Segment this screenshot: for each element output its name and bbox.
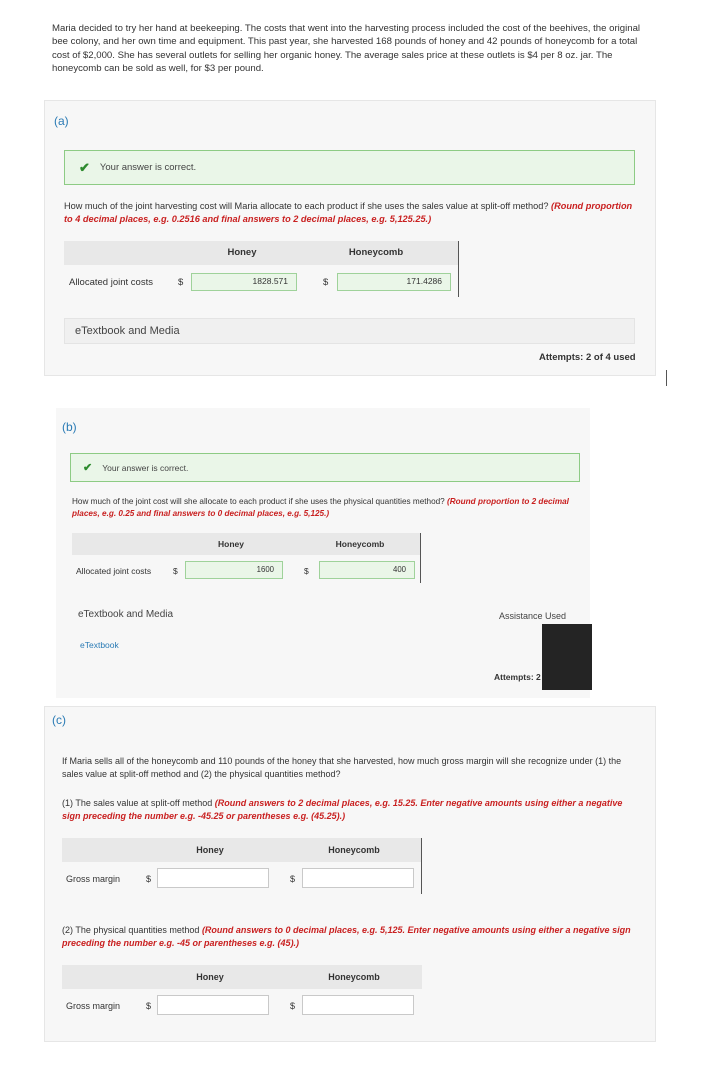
honey-allocated-input[interactable]: 1600: [185, 561, 283, 579]
assistance-used-label: Assistance Used: [499, 611, 567, 621]
correct-text: Your answer is correct.: [102, 462, 189, 473]
row-label: Allocated joint costs: [76, 566, 152, 576]
scroll-marker: [666, 370, 667, 386]
attempts-counter: Attempts: 2 of 4 used: [539, 352, 636, 363]
rounding-hint: (Round answers to 0 decimal places, e.g. 5,125. Enter negative amounts using either a negative sign preceding the number e.g. -45 or parentheses e.g. (45).): [62, 925, 631, 948]
header-honey: Honey: [185, 533, 277, 555]
redaction-block: [542, 624, 592, 690]
header-honeycomb: Honeycomb: [300, 533, 420, 555]
part-c-question: If Maria sells all of the honeycomb and 110 pounds of the honey that she harvested, how much gross margin will she recognize under (1) the sales value at split-off method and (2) the physical quantities method?: [62, 756, 622, 779]
dollar-sign: $: [290, 1001, 296, 1011]
part-b-question: [72, 496, 572, 519]
row-label: Gross margin: [66, 1001, 121, 1011]
header-honey: Honey: [190, 241, 294, 265]
divider: [458, 241, 459, 297]
table-background: [64, 241, 190, 265]
honeycomb-allocated-input[interactable]: 400: [319, 561, 415, 579]
correct-banner: [70, 453, 580, 482]
rounding-hint: (Round proportion to 4 decimal places, e.g. 0.2516 and final answers to 2 decimal places, e.g. 5,125.25.): [64, 201, 633, 224]
dollar-sign: $: [323, 277, 329, 288]
honey-allocated-input[interactable]: 1828.571: [191, 273, 297, 291]
method-text: (2) The physical quantities method: [62, 925, 200, 935]
dollar-sign: $: [146, 1001, 152, 1011]
question-text: How much of the joint cost will she allocate to each product if she uses the physical quantities method?: [72, 497, 445, 506]
header-honeycomb: Honeycomb: [302, 965, 406, 989]
header-honey: Honey: [158, 965, 262, 989]
row-label: Allocated joint costs: [69, 277, 153, 288]
header-honey: Honey: [158, 838, 262, 862]
honeycomb-allocated-input[interactable]: 171.4286: [337, 273, 451, 291]
etextbook-media-bar[interactable]: eTextbook and Media: [64, 318, 635, 344]
attempts-counter: Attempts: 2: [494, 672, 541, 682]
header-honeycomb: Honeycomb: [302, 838, 406, 862]
rounding-hint: (Round answers to 2 decimal places, e.g. 15.25. Enter negative amounts using either a negative sign preceding the number e.g. -45.25 or parentheses e.g. (45.25).): [62, 798, 623, 821]
part-b-label: (b): [62, 420, 77, 434]
gross-margin-honeycomb-input[interactable]: [302, 868, 414, 888]
part-c-sub2: [62, 924, 632, 949]
dollar-sign: $: [290, 874, 296, 884]
method-text: (1) The sales value at split-off method: [62, 798, 213, 808]
part-a-label: (a): [54, 114, 69, 128]
part-c-sub1: [62, 797, 632, 822]
divider: [420, 533, 421, 583]
gross-margin-honey-input[interactable]: [157, 868, 269, 888]
dollar-sign: $: [304, 566, 309, 576]
problem-statement: Maria decided to try her hand at beekeeping. The costs that went into the harvesting process included the cost of the beehives, the original bee colony, and her own time and equipment. This past year, she harvested 168 pounds of honey and 42 pounds of honeycomb for a total cost of $2,000. She has several outlets for selling her organic honey. The average sales price at these outlets is $4 per 8 oz. jar. The honeycomb can be sold as well, for $3 per pound.: [52, 23, 641, 74]
gross-margin-honeycomb-input[interactable]: [302, 995, 414, 1015]
correct-banner: [64, 150, 635, 185]
rounding-hint: (Round proportion to 2 decimal places, e.g. 0.25 and final answers to 0 decimal places, e.g. 5,125.): [72, 497, 569, 518]
dollar-sign: $: [173, 566, 178, 576]
correct-text: Your answer is correct.: [99, 162, 197, 173]
row-label: Gross margin: [66, 874, 121, 884]
checkmark-icon: ✔: [83, 462, 93, 474]
divider: [421, 838, 422, 894]
dollar-sign: $: [146, 874, 152, 884]
etextbook-media-label[interactable]: eTextbook and Media: [78, 609, 174, 620]
dollar-sign: $: [178, 277, 184, 288]
question-text: How much of the joint harvesting cost will Maria allocate to each product if she uses the sales value at split-off method?: [64, 201, 549, 211]
part-c-label: (c): [52, 713, 66, 727]
checkmark-icon: ✔: [79, 159, 90, 175]
header-honeycomb: Honeycomb: [294, 241, 458, 265]
etextbook-link[interactable]: eTextbook: [80, 640, 119, 650]
gross-margin-honey-input[interactable]: [157, 995, 269, 1015]
part-a-question: [64, 200, 634, 226]
